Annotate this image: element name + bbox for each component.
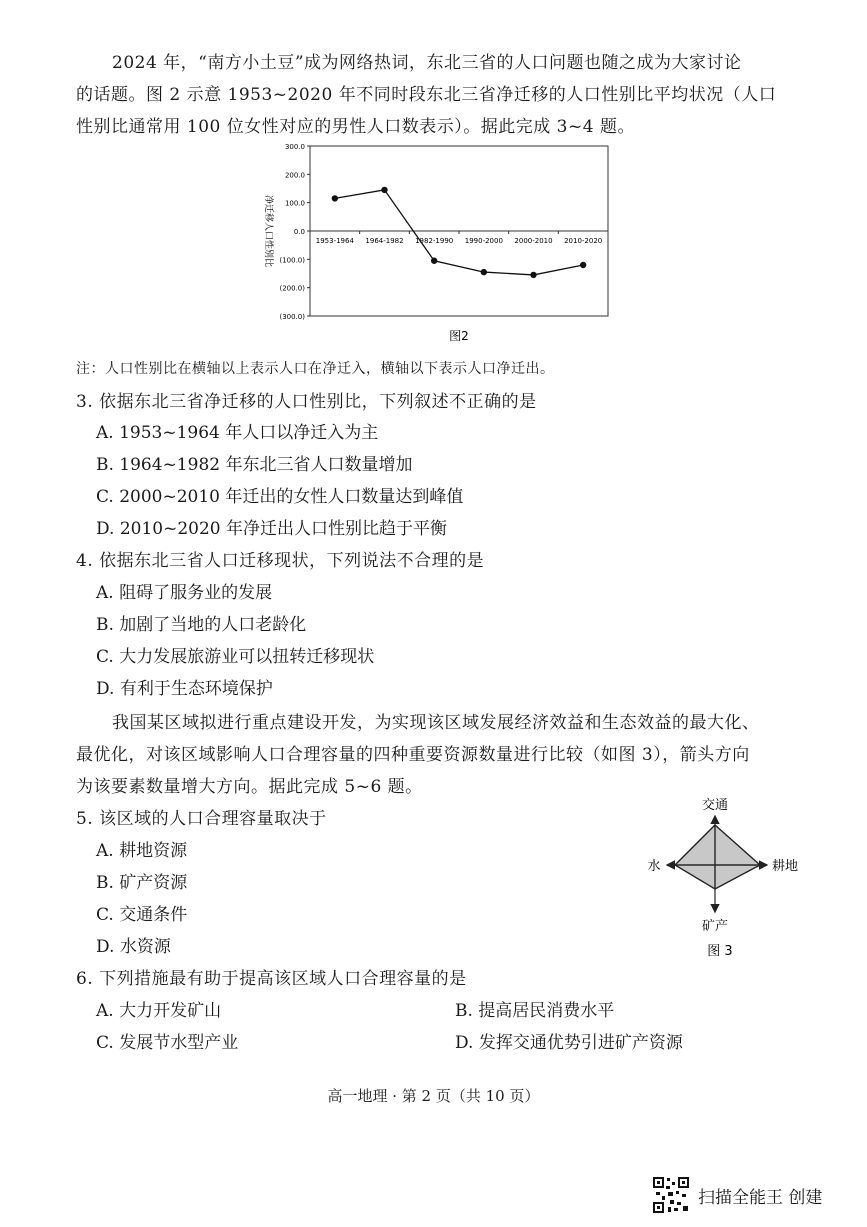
q5-option-a[interactable]: A. 耕地资源 — [96, 841, 188, 861]
y-tick-label: (200.0) — [279, 284, 305, 293]
q6-option-a[interactable]: A. 大力开发矿山 — [96, 1001, 222, 1021]
y-tick-label: 0.0 — [293, 228, 305, 236]
q5-stem: 5. 该区域的人口合理容量取决于 — [76, 809, 327, 829]
scanner-watermark: 扫描全能王 创建 — [698, 1188, 823, 1208]
intro-line-1: 2024 年，“南方小土豆”成为网络热词，东北三省的人口问题也随之成为大家讨论 — [112, 53, 742, 73]
q3-option-b[interactable]: B. 1964~1982 年东北三省人口数量增加 — [96, 455, 413, 475]
label-minerals: 矿产 — [701, 919, 729, 934]
q3-option-a[interactable]: A. 1953~1964 年人口以净迁入为主 — [96, 423, 379, 443]
data-point — [580, 262, 586, 268]
data-point — [431, 258, 437, 264]
x-tick-label: 2010-2020 — [564, 237, 603, 245]
data-point — [381, 187, 387, 193]
x-tick-label: 1964-1982 — [365, 237, 404, 245]
figure-3-caption: 图 3 — [707, 944, 733, 959]
label-transport: 交通 — [701, 798, 729, 813]
population-sex-ratio-chart — [250, 138, 620, 348]
q4-option-b[interactable]: B. 加剧了当地的人口老龄化 — [96, 615, 307, 635]
data-point — [332, 195, 338, 201]
y-tick-label: 200.0 — [284, 171, 305, 180]
q4-stem: 4. 依据东北三省人口迁移现状，下列说法不合理的是 — [76, 551, 485, 571]
figure-2-caption: 图2 — [449, 329, 469, 343]
q3-option-c[interactable]: C. 2000~2010 年迁出的女性人口数量达到峰值 — [96, 487, 464, 507]
q6-stem: 6. 下列措施最有助于提高该区域人口合理容量的是 — [76, 969, 467, 989]
y-tick-label: 100.0 — [284, 199, 305, 208]
x-tick-label: 2000-2010 — [514, 237, 553, 245]
q4-option-d[interactable]: D. 有利于生态环境保护 — [96, 679, 273, 699]
q3-stem: 3. 依据东北三省净迁移的人口性别比，下列叙述不正确的是 — [76, 392, 537, 412]
intro2-line-2: 最优化，对该区域影响人口合理容量的四种重要资源数量进行比较（如图 3），箭头方向 — [76, 745, 750, 765]
y-tick-label: 300.0 — [284, 143, 305, 151]
intro2-line-1: 我国某区域拟进行重点建设开发，为实现该区域发展经济效益和生态效益的最大化、 — [112, 713, 760, 733]
chart-note: 注：人口性别比在横轴以上表示人口在净迁入，横轴以下表示人口净迁出。 — [76, 361, 555, 377]
q4-option-c[interactable]: C. 大力发展旅游业可以扭转迁移现状 — [96, 647, 375, 667]
x-tick-label: 1990-2000 — [464, 237, 503, 245]
data-point — [530, 272, 536, 278]
diamond-shape — [675, 825, 760, 889]
intro2-line-3: 为该要素数量增大方向。据此完成 5~6 题。 — [76, 777, 423, 797]
intro-line-2: 的话题。图 2 示意 1953~2020 年不同时段东北三省净迁移的人口性别比平均状况（人口 — [76, 85, 777, 105]
qr-code-icon — [652, 1176, 690, 1214]
q4-option-a[interactable]: A. 阻碍了服务业的发展 — [96, 583, 273, 603]
x-tick-label: 1953-1964 — [315, 237, 354, 245]
resource-diamond-diagram — [640, 795, 810, 965]
y-tick-label: (300.0) — [279, 313, 305, 321]
q5-option-c[interactable]: C. 交通条件 — [96, 905, 188, 925]
page-footer: 高一地理 · 第 2 页（共 10 页） — [327, 1087, 540, 1105]
q5-option-d[interactable]: D. 水资源 — [96, 937, 171, 957]
q6-option-d[interactable]: D. 发挥交通优势引进矿产资源 — [455, 1033, 683, 1053]
y-tick-label: (100.0) — [279, 256, 305, 265]
q5-option-b[interactable]: B. 矿产资源 — [96, 873, 188, 893]
q6-option-b[interactable]: B. 提高居民消费水平 — [455, 1001, 615, 1021]
x-tick-label: 1982-1990 — [415, 237, 454, 245]
data-point — [481, 269, 487, 275]
label-farmland: 耕地 — [771, 859, 799, 874]
q6-option-c[interactable]: C. 发展节水型产业 — [96, 1033, 239, 1053]
label-water: 水 — [647, 859, 661, 874]
q3-option-d[interactable]: D. 2010~2020 年净迁出人口性别比趋于平衡 — [96, 519, 448, 539]
intro-line-3: 性别比通常用 100 位女性对应的男性人口数表示）。据此完成 3~4 题。 — [76, 117, 635, 137]
y-axis-label: 净迁移人口性别比 — [263, 194, 273, 268]
